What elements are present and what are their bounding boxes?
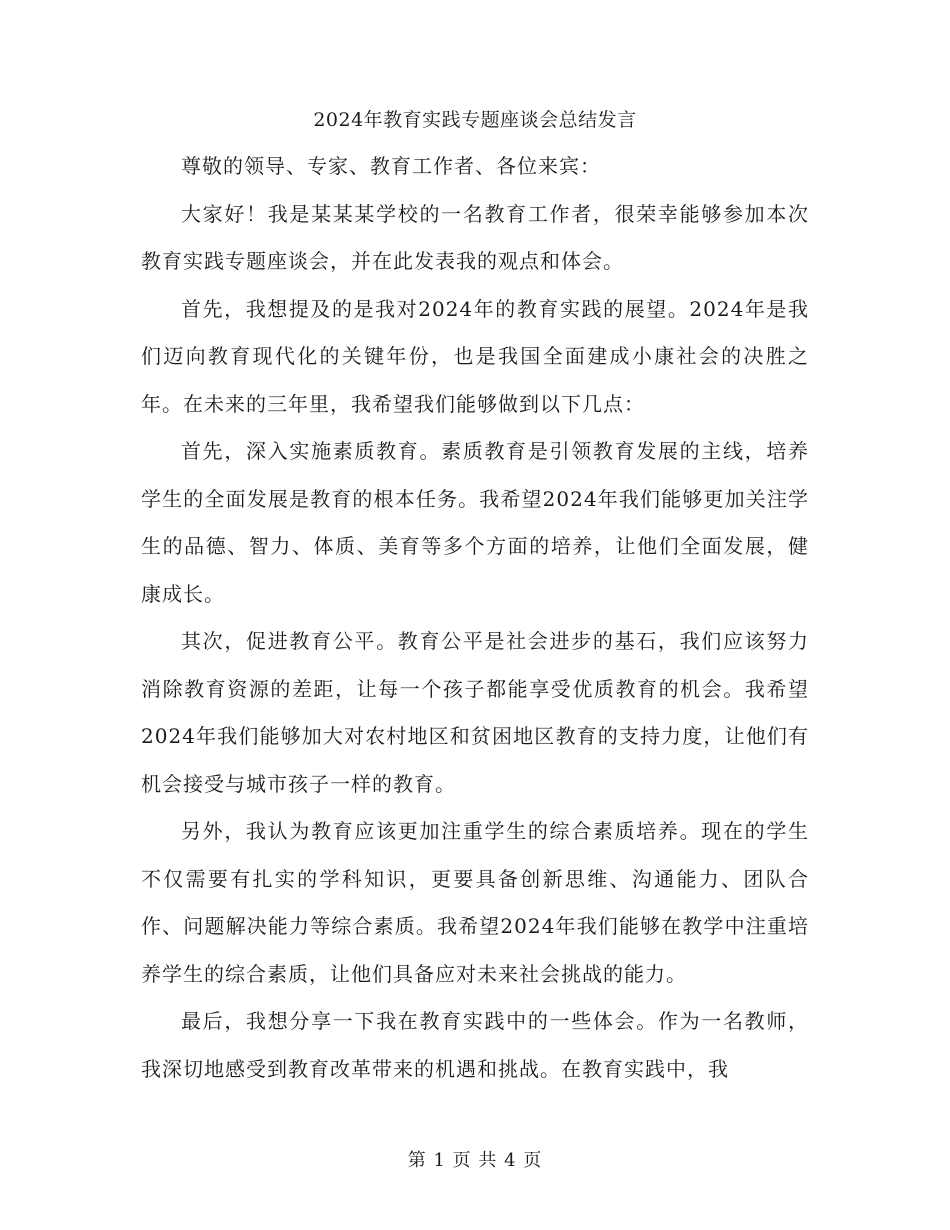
document-title: 2024年教育实践专题座谈会总结发言 xyxy=(313,109,637,131)
salutation-paragraph: 尊敬的领导、专家、教育工作者、各位来宾： xyxy=(181,154,601,178)
body-paragraph: 最后，我想分享一下我在教育实践中的一些体会。作为一名教师，我深切地感受到教育改革带来的机遇和挑战。在教育实践中，我 xyxy=(141,1009,809,1081)
body-paragraph: 首先，深入实施素质教育。素质教育是引领教育发展的主线，培养学生的全面发展是教育的根本任务。我希望2024年我们能够更加关注学生的品德、智力、体质、美育等多个方面的培养，让他们全面发展，健康成长。 xyxy=(141,439,809,606)
body-paragraph: 另外，我认为教育应该更加注重学生的综合素质培养。现在的学生不仅需要有扎实的学科知识，更要具备创新思维、沟通能力、团队合作、问题解决能力等综合素质。我希望2024年我们能够在教学中注重培养学生的综合素质，让他们具备应对未来社会挑战的能力。 xyxy=(141,819,809,986)
body-paragraph: 其次，促进教育公平。教育公平是社会进步的基石，我们应该努力消除教育资源的差距，让每一个孩子都能享受优质教育的机会。我希望2024年我们能够加大对农村地区和贫困地区教育的支持力度，让他们有机会接受与城市孩子一样的教育。 xyxy=(141,629,809,796)
document-body xyxy=(141,143,809,1093)
body-paragraph: 首先，我想提及的是我对2024年的教育实践的展望。2024年是我们迈向教育现代化的关键年份，也是我国全面建成小康社会的决胜之年。在未来的三年里，我希望我们能够做到以下几点： xyxy=(141,296,809,416)
body-paragraph: 大家好！我是某某某学校的一名教育工作者，很荣幸能够参加本次教育实践专题座谈会，并在此发表我的观点和体会。 xyxy=(141,201,809,273)
page-number-footer: 第 1 页 共 4 页 xyxy=(407,1150,543,1171)
